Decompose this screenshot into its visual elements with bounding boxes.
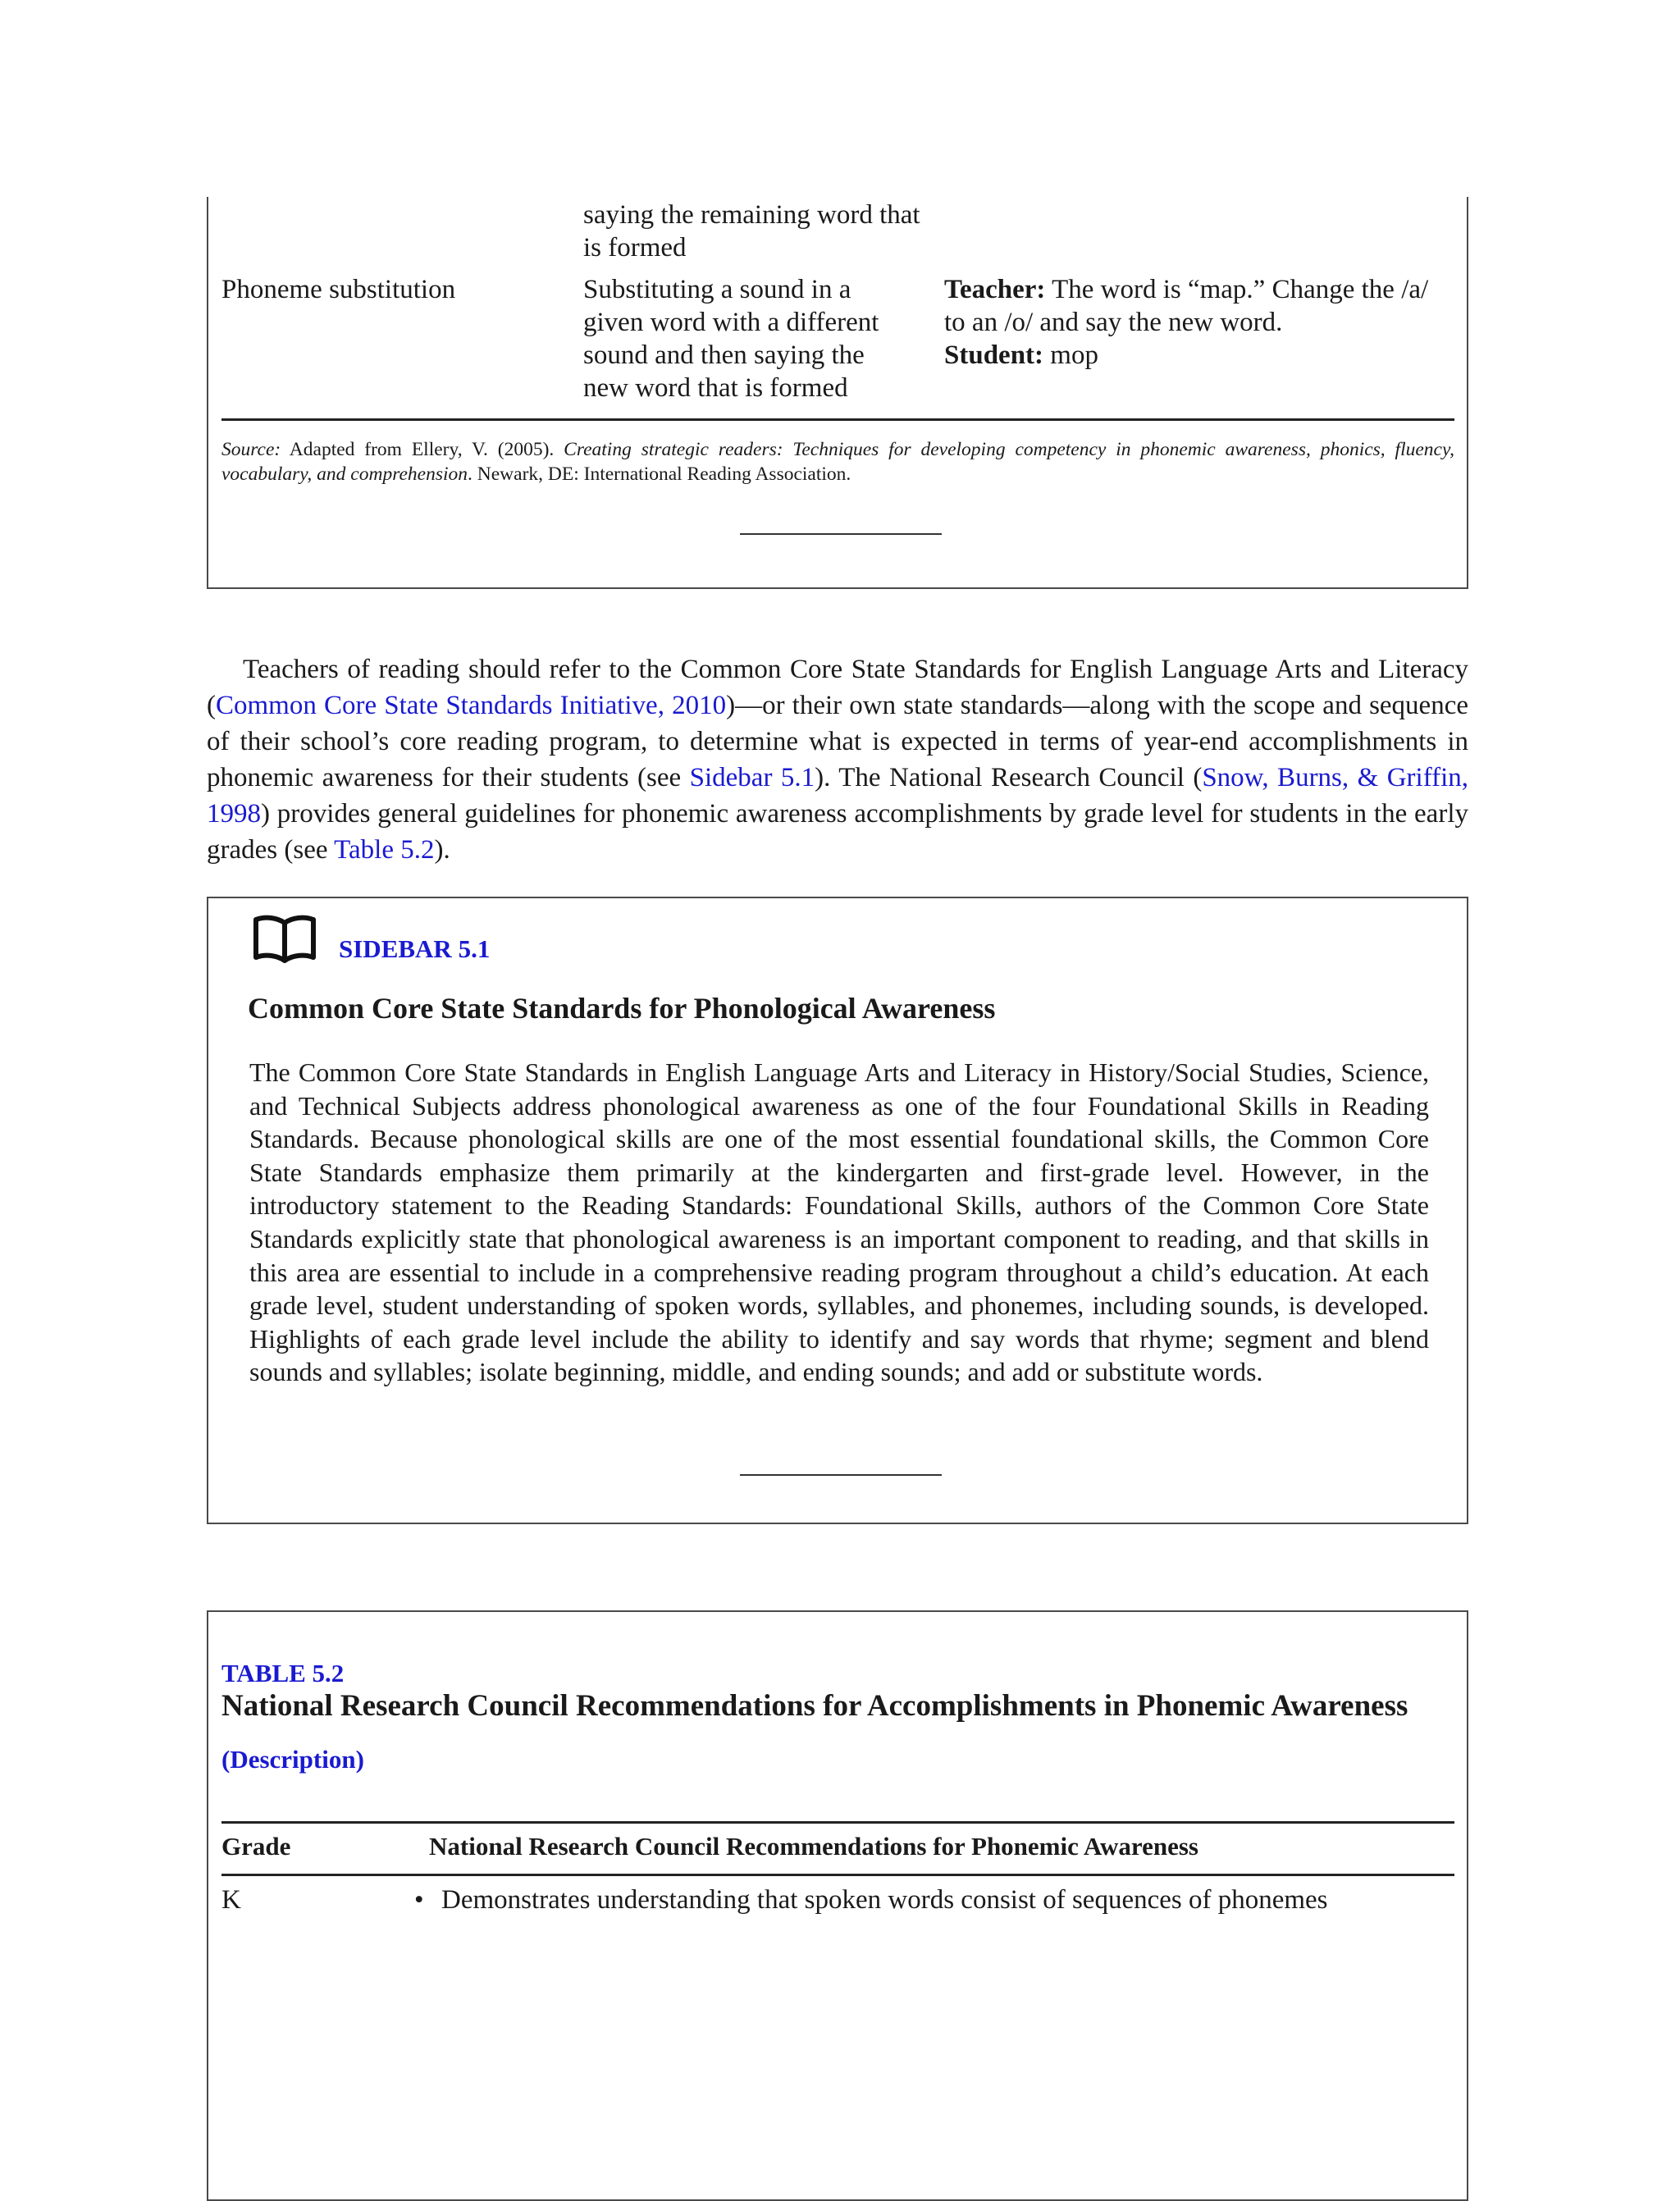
body-paragraph: Teachers of reading should refer to the Common Core State Standards for English Language Arts and Literacy (Common Core State Standards Initiative, 2010)—or their own state standards—along with the scope and sequence of their school’s core reading program, to determine what is expected in terms of year-end accomplishments in phonemic awareness for their students (see Sidebar 5.1). The National Research Council (Snow, Burns, & Griffin, 1998) provides general guidelines for phonemic awareness accomplishments by grade level for students in the early grades (see Table 5.2). <box>207 655 1468 865</box>
sidebar-5-1-link[interactable]: Sidebar 5.1 <box>689 763 815 792</box>
table-header-rule <box>221 1874 1454 1876</box>
open-book-icon <box>252 913 317 966</box>
sidebar-label: SIDEBAR 5.1 <box>339 934 491 963</box>
sidebar-title: Common Core State Standards for Phonological Awareness <box>248 992 996 1025</box>
table-cell-skill: Phoneme substitution <box>221 275 456 304</box>
teacher-text: The word is “map.” Change the /a/ to an /o/ and say the new word. <box>944 275 1429 337</box>
citation-link-ccss[interactable]: Common Core State Standards Initiative, 2010 <box>216 691 727 720</box>
table-cell-grade: K <box>221 1885 241 1915</box>
citation-link-snow[interactable]: Snow, Burns, & Griffin, 1998 <box>207 763 1468 829</box>
student-label: Student: <box>944 340 1044 370</box>
table-5-2-link[interactable]: Table 5.2 <box>334 835 435 865</box>
table-top-rule <box>221 1821 1454 1824</box>
table-cell-example <box>944 273 1453 372</box>
teacher-label: Teacher: <box>944 275 1046 304</box>
bullet-icon: • <box>414 1885 424 1915</box>
table-cell-recommendation: Demonstrates understanding that spoken words consist of sequences of phonemes <box>441 1885 1328 1915</box>
table-cell-description: Substituting a sound in a given word with a different sound and then saying the new word that is formed <box>583 275 879 403</box>
table-description-link[interactable]: (Description) <box>221 1745 364 1774</box>
table-source-note: Source: Adapted from Ellery, V. (2005). Creating strategic readers: Techniques for developing competency in phonemic awareness, phonics, fluency, vocabulary, and comprehension. Newark, DE: International Reading Association. <box>221 439 1454 485</box>
table-bottom-rule <box>221 418 1454 421</box>
table-header-grade: Grade <box>221 1832 291 1861</box>
source-label: Source: <box>221 439 281 460</box>
sidebar-end-rule <box>740 1474 942 1476</box>
student-text: mop <box>1050 340 1098 370</box>
table-cell-description: saying the remaining word that is formed <box>583 200 920 263</box>
table-title: National Research Council Recommendations for Accomplishments in Phonemic Awareness <box>221 1689 1408 1723</box>
source-title: Creating strategic readers: Techniques for developing competency in phonemic awareness, phonics, fluency, vocabulary, and comprehension <box>221 439 1454 485</box>
table-label: TABLE 5.2 <box>221 1659 345 1687</box>
sidebar-body: The Common Core State Standards in English Language Arts and Literacy in History/Social Studies, Science, and Technical Subjects address phonological awareness as one of the four Foundational Skills in Reading Standards. Because phonological skills are one of the most essential foundational skills, the Common Core State Standards emphasize them primarily at the kindergarten and first-grade level. However, in the introductory statement to the Reading Standards: Foundational Skills, authors of the Common Core State Standards explicitly state that phonological awareness is an important component to reading, and that skills in this area are essential to include in a comprehensive reading program throughout a child’s education. At each grade level, student understanding of spoken words, syllables, and phonemes, including sounds, is developed. Highlights of each grade level include the ability to identify and say words that rhyme; segment and blend sounds and syllables; isolate beginning, middle, and ending sounds; and add or substitute words. <box>249 1057 1429 1387</box>
section-end-rule <box>740 533 942 535</box>
table-header-recommendations: National Research Council Recommendations for Phonemic Awareness <box>429 1832 1198 1861</box>
